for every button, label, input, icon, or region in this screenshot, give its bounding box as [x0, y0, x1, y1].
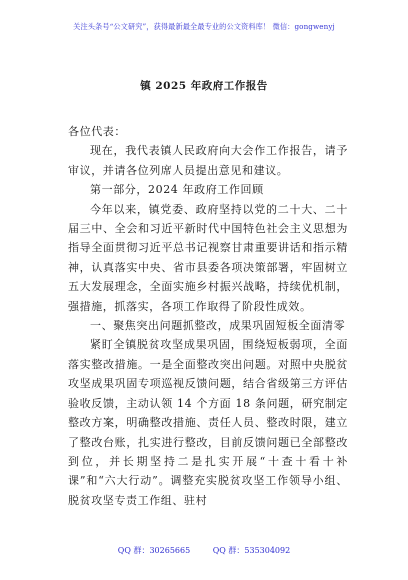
paragraph: 紧盯全镇脱贫攻坚成果巩固，围绕短板弱项，全面落实整改措施。一是全面整改突出问题。对照中央脱贫攻坚成果巩固专项巡视反馈问题，结合省级第三方评估验收反馈，主动认领 14 个方面 18 条问题，研究制定整改方案，明确整改措施、责任人员、整改时限，建立了整改台账，扎实进行整改，目前反馈问题已全部整改到位，并长期坚持二是扎实开展“十查十看十补课”和“六大行动”。调整充实脱贫攻坚工作领导小组、脱贫攻坚专责工作组、驻村 [68, 338, 348, 507]
subsection-heading: 一、聚焦突出问题抓整改，成果巩固短板全面清零 [90, 319, 346, 333]
qq-group-2: QQ 群：535304092 [212, 546, 291, 555]
section-heading: 第一部分，2024 年政府工作回顾 [90, 183, 264, 197]
document-body [68, 122, 348, 510]
paragraph: 今年以来，镇党委、政府坚持以党的二十大、二十届三中、全会和习近平新时代中国特色社会主义思想为指导全面贯彻习近平总书记视察甘肃重要讲话和指示精神，认真落实中央、省市县委各项决策部署，牢固树立五大发展理念，全面实施乡村振兴战略，持续优机制，强措施，抓落实，各项工作取得了阶段性成效。 [68, 202, 348, 313]
qq-footer [0, 545, 408, 556]
document-title: 镇 2025 年政府工作报告 [140, 80, 268, 92]
promo-banner: 关注头条号“公文研究”，获得最新最全最专业的公文资料库！ 微信：gongwenyj [73, 22, 335, 31]
salutation: 各位代表： [68, 125, 126, 138]
qq-group-1: QQ 群：30265665 [117, 546, 191, 555]
paragraph: 现在，我代表镇人民政府向大会作工作报告，请予审议，并请各位列席人员提出意见和建议。 [68, 144, 348, 177]
